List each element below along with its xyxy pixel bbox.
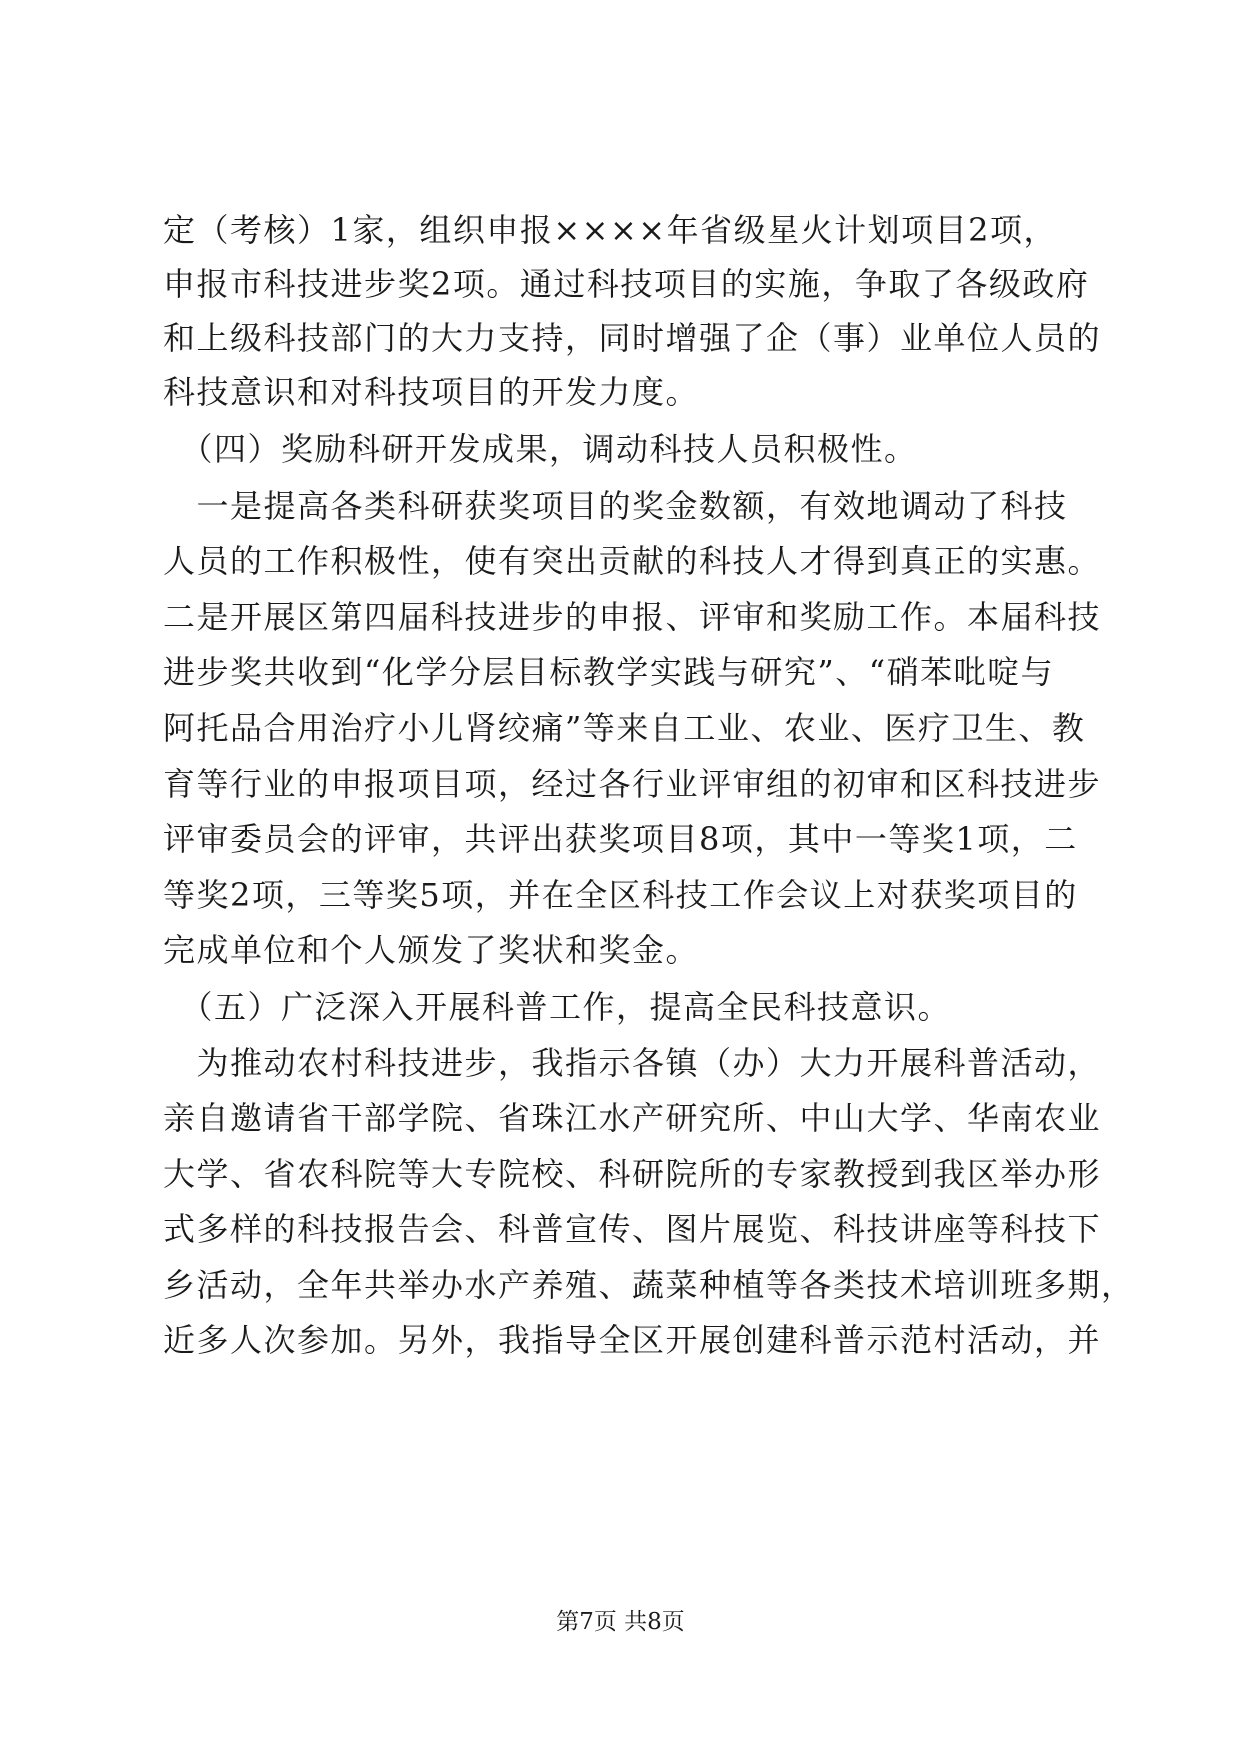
body-text-line: 一是提高各类科研获奖项目的奖金数额，有效地调动了科技 [163, 487, 1068, 525]
body-text-line: 式多样的科技报告会、科普宣传、图片展览、科技讲座等科技下 [163, 1210, 1102, 1248]
body-text-line: 完成单位和个人颁发了奖状和奖金。 [163, 931, 700, 969]
body-text-line: 大学、省农科院等大专院校、科研院所的专家教授到我区举办形 [163, 1155, 1102, 1193]
body-text-line: 评审委员会的评审，共评出获奖项目8项，其中一等奖1项，二 [163, 820, 1078, 858]
body-text-line: 申报市科技进步奖2项。通过科技项目的实施，争取了各级政府 [163, 265, 1090, 303]
body-text-line: 和上级科技部门的大力支持，同时增强了企（事）业单位人员的 [163, 319, 1102, 357]
body-text-line: 人员的工作积极性，使有突出贡献的科技人才得到真正的实惠。 [163, 542, 1102, 580]
body-text-line: 亲自邀请省干部学院、省珠江水产研究所、中山大学、华南农业 [163, 1099, 1102, 1137]
body-text-line: 等奖2项，三等奖5项，并在全区科技工作会议上对获奖项目的 [163, 876, 1078, 914]
body-text-line: 进步奖共收到“化学分层目标教学实践与研究”、“硝苯吡啶与 [163, 653, 1055, 691]
body-text-line: 科技意识和对科技项目的开发力度。 [163, 373, 700, 411]
body-text-line: 为推动农村科技进步，我指示各镇（办）大力开展科普活动， [163, 1044, 1102, 1082]
body-text-line: 近多人次参加。另外，我指导全区开展创建科普示范村活动，并 [163, 1321, 1102, 1359]
body-text-line: 二是开展区第四届科技进步的申报、评审和奖励工作。本届科技 [163, 598, 1102, 636]
body-text-line: 育等行业的申报项目项，经过各行业评审组的初审和区科技进步 [163, 765, 1102, 803]
body-text-line: 定（考核）1家，组织申报××××年省级星火计划项目2项， [163, 211, 1057, 249]
body-text-line: 阿托品合用治疗小儿肾绞痛”等来自工业、农业、医疗卫生、教 [163, 709, 1086, 747]
section-heading: （四）奖励科研开发成果，调动科技人员积极性。 [163, 430, 918, 468]
section-heading: （五）广泛深入开展科普工作，提高全民科技意识。 [163, 988, 952, 1026]
page-number-footer: 第7页 共8页 [556, 1609, 685, 1635]
body-text-line: 乡活动，全年共举办水产养殖、蔬菜种植等各类技术培训班多期， [163, 1266, 1135, 1304]
